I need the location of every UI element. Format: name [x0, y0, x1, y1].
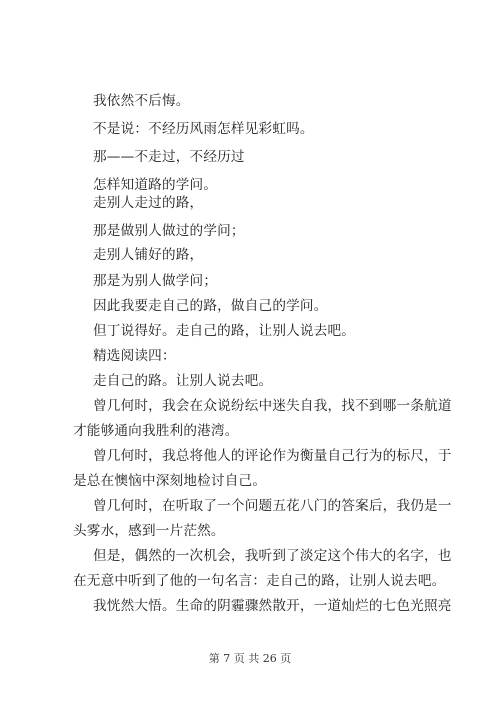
text-line: 走自己的路。让别人说去吧。: [93, 373, 273, 389]
section-heading: 精选阅读四：: [93, 348, 176, 364]
paragraph-line: 头雾水，感到一片茫然。: [73, 523, 225, 539]
text-line: 不是说：不经历风雨怎样见彩虹吗。: [93, 121, 314, 137]
page-footer: 第 7 页 共 26 页: [208, 652, 292, 665]
text-line: 走别人铺好的路，: [93, 247, 204, 263]
paragraph-line: 曾几何时，我总将他人的评论作为衡量自己行为的标尺，于: [93, 448, 452, 464]
text-line: 我依然不后悔。: [93, 93, 190, 109]
text-line: 那——不走过，不经历过: [93, 149, 245, 165]
text-line: 怎样知道路的学问。: [93, 177, 218, 193]
text-line: 因此我要走自己的路，做自己的学问。: [93, 298, 328, 314]
paragraph-line: 但是，偶然的一次机会，我听到了淡定这个伟大的名字，也: [93, 548, 452, 564]
paragraph-line: 是总在懊恼中深刻地检讨自己。: [73, 473, 267, 489]
paragraph-line: 在无意中听到了他的一句名言：走自己的路，让别人说去吧。: [73, 573, 446, 589]
text-line: 但丁说得好。走自己的路，让别人说去吧。: [93, 323, 356, 339]
paragraph-line: 我恍然大悟。生命的阴霾骤然散开，一道灿烂的七色光照亮: [93, 598, 452, 614]
paragraph-line: 曾几何时，在听取了一个问题五花八门的答案后，我仍是一: [93, 498, 452, 514]
text-line: 那是做别人做过的学问；: [93, 223, 245, 239]
text-line: 走别人走过的路，: [93, 195, 204, 211]
paragraph-line: 曾几何时，我会在众说纷纭中迷失自我，找不到哪一条航道: [93, 398, 452, 414]
text-line: 那是为别人做学问；: [93, 273, 218, 289]
paragraph-line: 才能够通向我胜利的港湾。: [73, 423, 239, 439]
